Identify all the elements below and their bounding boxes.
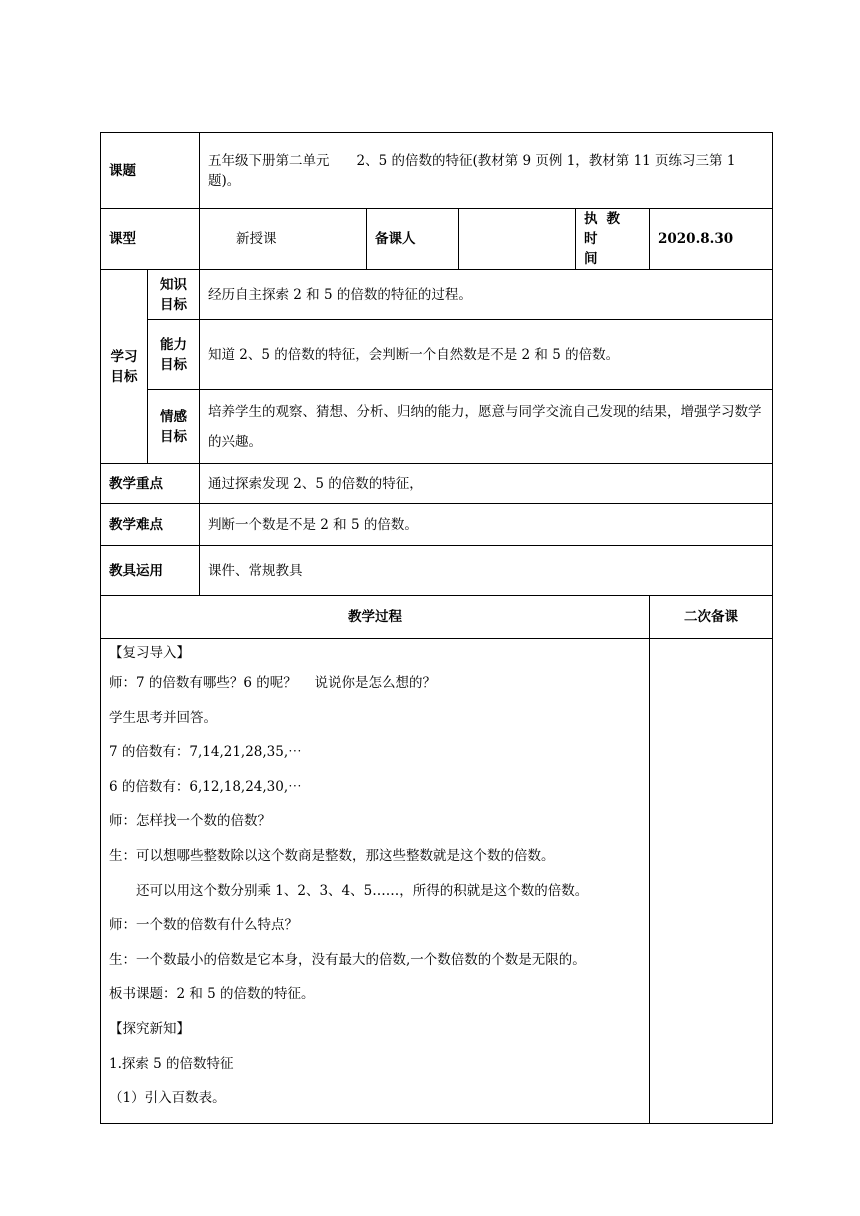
label-type: 课型: [101, 209, 200, 270]
row-tools: [101, 546, 773, 596]
process-line: 1.探索 5 的倍数特征: [109, 1055, 234, 1072]
lesson-plan-page: [100, 132, 772, 1124]
row-process-body: [101, 639, 773, 1124]
row-knowledge-goal: [101, 270, 773, 320]
emotion-label-2: 目标: [160, 428, 187, 445]
process-line: 师：一个数的倍数有什么特点？: [109, 917, 298, 934]
difficulty-text: 判断一个数是不是 2 和 5 的倍数。: [200, 504, 773, 546]
row-key-point: [101, 464, 773, 504]
process-line: 板书课题：2 和 5 的倍数的特征。: [109, 986, 315, 1003]
process-line: 【复习导入】: [109, 645, 190, 661]
process-line: 【探究新知】: [109, 1020, 190, 1037]
knowledge-goal-text: 经历自主探索 2 和 5 的倍数的特征的过程。: [200, 270, 773, 320]
teach-date: 2020.8.30: [650, 209, 773, 270]
process-line: 生：一个数最小的倍数是它本身，没有最大的倍数,一个数倍数的个数是无限的。: [109, 951, 586, 968]
ability-label-1: 能力: [160, 336, 187, 353]
learning-goals-line1: 学习: [110, 348, 138, 365]
label-tools: 教具运用: [101, 546, 200, 596]
label-preparer: 备课人: [367, 209, 459, 270]
topic-value: 五年级下册第二单元 2、5 的倍数的特征(教材第 9 页例 1，教材第 11 页练习三第 1 题)。: [200, 133, 773, 209]
process-line: 师：怎样找一个数的倍数？: [109, 813, 271, 830]
row-emotion-goal: [101, 390, 773, 464]
type-value: 新授课: [200, 209, 367, 270]
ability-label-2: 目标: [160, 356, 187, 373]
tools-text: 课件、常规教具: [200, 546, 773, 596]
row-difficulty: [101, 504, 773, 546]
preparer-value: [459, 209, 576, 270]
knowledge-label-1: 知识: [160, 276, 187, 293]
process-line: 学生思考并回答。: [109, 709, 217, 726]
emotion-label-1: 情感: [160, 408, 187, 425]
label-topic: 课题: [101, 133, 200, 209]
label-learning-goals: [101, 270, 148, 464]
process-line: 生：可以想哪些整数除以这个数商是整数，那这些整数就是这个数的倍数。: [109, 847, 555, 864]
process-line: 还可以用这个数分别乘 1、2、3、4、5……，所得的积就是这个数的倍数。: [136, 882, 589, 899]
process-line: 7 的倍数有：7,14,21,28,35,⋯: [109, 744, 302, 761]
row-process-header: [101, 596, 773, 639]
teach-time-line1: 执教时: [584, 211, 629, 247]
label-teach-time: [576, 209, 650, 270]
label-key-point: 教学重点: [101, 464, 200, 504]
process-header: 教学过程: [101, 596, 650, 639]
second-prep-header: 二次备课: [650, 596, 773, 639]
process-line: 师：7 的倍数有哪些？6 的呢？ 说说你是怎么想的？: [109, 675, 437, 691]
process-line: 6 的倍数有：6,12,18,24,30,⋯: [109, 778, 302, 795]
label-emotion-goal: [148, 390, 200, 464]
learning-goals-line2: 目标: [110, 368, 138, 385]
second-prep-content: [650, 639, 773, 1124]
row-type: [101, 209, 773, 270]
ability-goal-text: 知道 2、5 的倍数的特征，会判断一个自然数是不是 2 和 5 的倍数。: [200, 320, 773, 390]
label-ability-goal: [148, 320, 200, 390]
knowledge-label-2: 目标: [160, 296, 187, 313]
key-point-text: 通过探索发现 2、5 的倍数的特征，: [200, 464, 773, 504]
row-ability-goal: [101, 320, 773, 390]
label-knowledge-goal: [148, 270, 200, 320]
teach-time-line2: 间: [584, 251, 598, 267]
emotion-goal-text: 培养学生的观察、猜想、分析、归纳的能力，愿意与同学交流自己发现的结果，增强学习数学的兴趣。: [200, 390, 773, 464]
lesson-plan-table: [100, 132, 773, 1124]
process-line: （1）引入百数表。: [109, 1090, 226, 1107]
label-difficulty: 教学难点: [101, 504, 200, 546]
process-content: [101, 639, 650, 1124]
row-topic: [101, 133, 773, 209]
